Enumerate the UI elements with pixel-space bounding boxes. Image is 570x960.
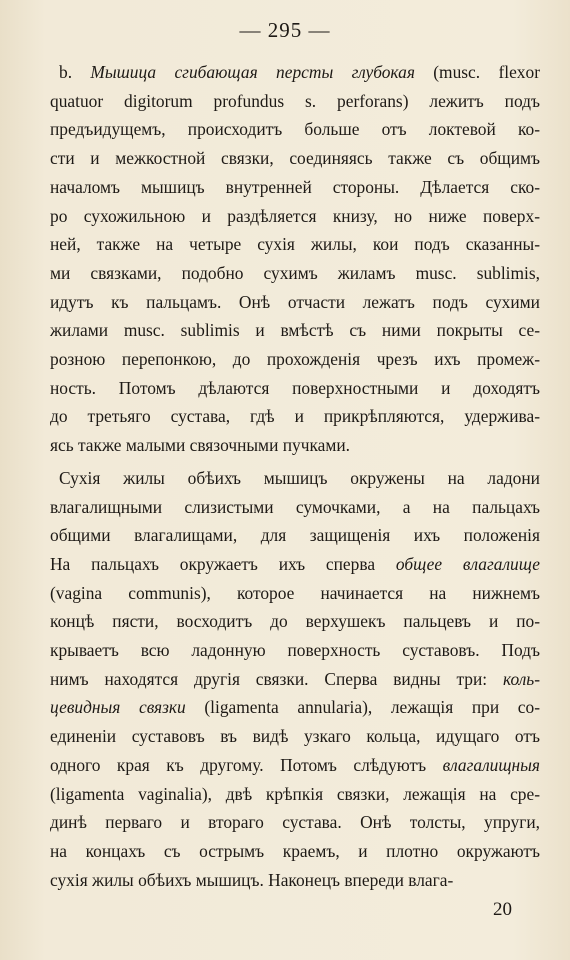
text-segment: одного края къ другому. Потомъ слѣдуютъ xyxy=(50,754,443,775)
text-line xyxy=(50,173,540,202)
text-segment: жилами musc. sublimis и вмѣстѣ съ ними покрыты се- xyxy=(50,320,540,341)
text-line xyxy=(50,115,540,144)
text-line xyxy=(50,636,540,665)
text-segment: нимъ находятся другія связки. Сперва видны три: xyxy=(50,668,503,689)
page-number: — 295 — xyxy=(239,18,331,42)
text-segment: (ligamenta annularia), лежащія при со- xyxy=(185,697,540,718)
text-segment: (musc. flexor xyxy=(414,62,540,82)
text-line xyxy=(50,259,540,288)
text-segment: началомъ мышицъ внутренней стороны. Дѣлается ско- xyxy=(50,176,540,197)
text-line xyxy=(50,493,540,522)
text-segment: quatuor digitorum profundus s. perforans) лежитъ подъ xyxy=(50,90,540,111)
text-line xyxy=(50,431,540,460)
text-line xyxy=(50,837,540,866)
text-line xyxy=(50,579,540,608)
text-line xyxy=(50,607,540,636)
text-segment: ней, также на четыре сухія жилы, кои подъ сказанны- xyxy=(50,234,540,255)
text-segment: Сухія жилы обѣихъ мышицъ окружены на ладони xyxy=(59,467,540,488)
text-segment: общими влагалищами, для защищенія ихъ положенія xyxy=(50,525,540,546)
text-line xyxy=(50,808,540,837)
text-segment: сухія жилы обѣихъ мышицъ. Наконецъ впереди влага- xyxy=(50,869,454,890)
text-line xyxy=(50,230,540,259)
italic-text: влагалищныя xyxy=(442,754,540,775)
text-segment: влагалищными слизистыми сумочками, а на пальцахъ xyxy=(50,496,540,517)
text-line xyxy=(50,693,540,722)
text-line xyxy=(50,144,540,173)
text-segment: до третьяго сустава, гдѣ и прикрѣпляются, удержива- xyxy=(50,406,540,427)
text-line xyxy=(50,866,540,895)
text-segment: ро сухожильною и раздѣляется книзу, но ниже поверх- xyxy=(50,205,540,226)
italic-text: Мышица сгибающая персты глубокая xyxy=(90,62,415,82)
text-line xyxy=(50,316,540,345)
text-segment: b. xyxy=(59,62,91,82)
text-segment: розною перепонкою, до прохожденія чрезъ ихъ промеж- xyxy=(50,349,540,370)
text-line xyxy=(50,550,540,579)
text-line xyxy=(50,374,540,403)
text-line xyxy=(50,58,540,87)
text-segment: На пальцахъ окружаетъ ихъ сперва xyxy=(50,553,396,574)
text-segment: крываетъ всю ладонную поверхность суставовъ. Подъ xyxy=(50,640,540,661)
text-line xyxy=(50,288,540,317)
text-segment: динѣ перваго и втораго сустава. Онѣ толсты, упруги, xyxy=(50,812,540,833)
text-line xyxy=(50,202,540,231)
text-segment: идутъ къ пальцамъ. Онѣ отчасти лежатъ подъ сухими xyxy=(50,291,540,312)
text-segment: (vagina communis), которое начинается на нижнемъ xyxy=(50,582,540,603)
signature-mark: 20 xyxy=(493,899,512,920)
text-segment: (ligamenta vaginalia), двѣ крѣпкія связки, лежащія на сре- xyxy=(50,783,540,804)
text-line xyxy=(50,665,540,694)
text-line xyxy=(50,345,540,374)
text-segment: концѣ пясти, восходитъ до верхушекъ пальцевъ и по- xyxy=(50,611,540,632)
text-segment: предъидущемъ, происходитъ больше отъ локтевой ко- xyxy=(50,119,540,140)
text-line xyxy=(50,521,540,550)
paragraph xyxy=(50,464,540,895)
text-segment: на концахъ съ острымъ краемъ, и плотно окружаютъ xyxy=(50,840,540,861)
italic-text: коль- xyxy=(502,668,540,689)
text-line xyxy=(50,464,540,493)
text-segment: сти и межкостной связки, соединяясь также съ общимъ xyxy=(50,148,540,169)
page-text xyxy=(50,58,540,894)
text-line xyxy=(50,780,540,809)
text-segment: ясь также малыми связочными пучками. xyxy=(50,435,351,456)
italic-text: цевидныя связки xyxy=(50,697,186,718)
text-segment: ность. Потомъ дѣлаются поверхностными и доходятъ xyxy=(50,377,540,398)
text-line xyxy=(50,751,540,780)
text-line xyxy=(50,722,540,751)
text-line xyxy=(50,87,540,116)
text-segment: единеніи суставовъ въ видѣ узкаго кольца, идущаго отъ xyxy=(50,726,540,747)
text-line xyxy=(50,402,540,431)
italic-text: общее влагалище xyxy=(395,553,540,574)
text-segment: ми связками, подобно сухимъ жиламъ musc. sublimis, xyxy=(50,262,540,283)
paragraph xyxy=(50,58,540,460)
